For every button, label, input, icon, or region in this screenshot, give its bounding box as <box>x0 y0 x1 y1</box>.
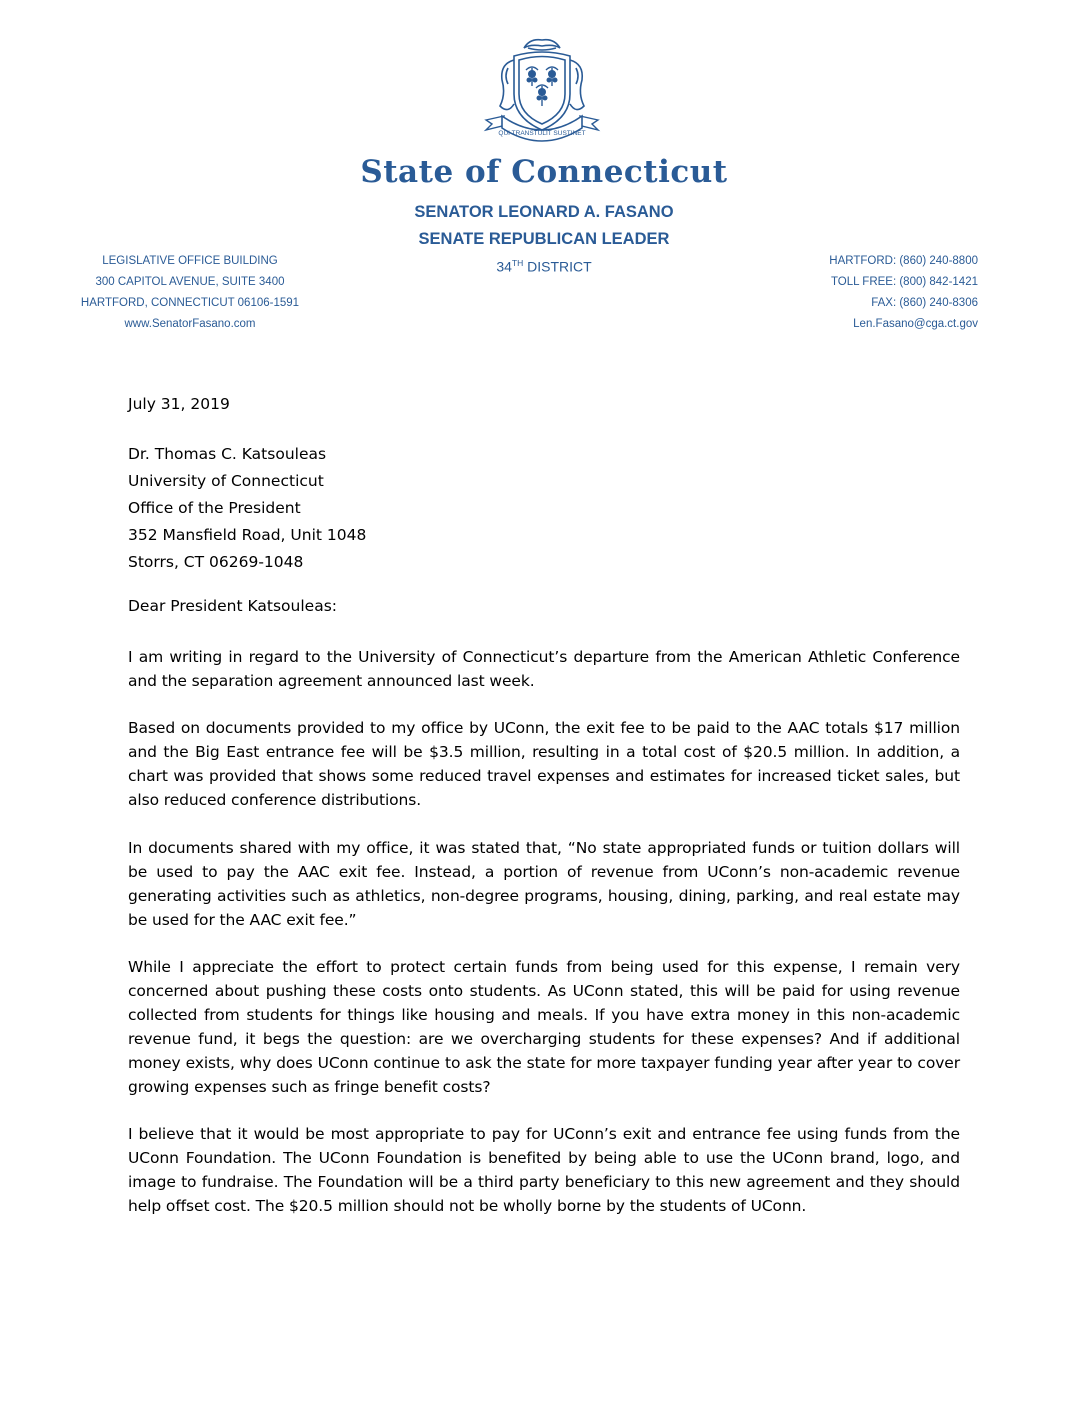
body-paragraph-1: I am writing in regard to the University of Connecticut’s departure from the American Athletic Conference and the separation agreement announced last week. <box>128 648 960 690</box>
email-link[interactable]: Len.Fasano@cga.ct.gov <box>853 318 978 330</box>
website-link[interactable]: www.SenatorFasano.com <box>124 318 256 330</box>
toll-free-phone: TOLL FREE: (800) 842-1421 <box>830 276 978 288</box>
district-number: 34 <box>496 258 512 275</box>
body-paragraph-3: In documents shared with my office, it was stated that, “No state appropriated funds or tuition dollars will be used to pay the AAC exit fee. Instead, a portion of revenue from UConn’s non-academic revenue generating activities such as athletics, non-degree programs, housing, dining, parking, and real estate may be used for the AAC exit fee.” <box>128 839 960 929</box>
seal-motto-text: QUI TRANSTULIT SUSTINET <box>498 130 586 137</box>
contact-block <box>770 251 978 335</box>
body-paragraph-5: I believe that it would be most appropriate to pay for UConn’s exit and entrance fee using funds from the UConn Foundation. The UConn Foundation is benefited by being able to use the UConn brand, logo, and image to fundraise. The Foundation will be a third party beneficiary to this new agreement and they should help offset cost. The $20.5 million should not be wholly borne by the students of UConn. <box>128 1125 960 1215</box>
senator-name: SENATOR LEONARD A. FASANO <box>414 203 674 221</box>
senator-title: SENATE REPUBLICAN LEADER <box>418 230 670 248</box>
letter-date: July 31, 2019 <box>128 395 230 413</box>
recipient-city: Storrs, CT 06269-1048 <box>128 553 304 571</box>
recipient-name: Dr. Thomas C. Katsouleas <box>128 445 327 463</box>
hartford-phone: HARTFORD: (860) 240-8800 <box>829 255 978 267</box>
district-suffix: TH <box>511 258 524 268</box>
recipient-address <box>128 441 960 576</box>
office-building: LEGISLATIVE OFFICE BUILDING <box>102 255 278 267</box>
state-title: State of Connecticut <box>360 154 728 190</box>
salutation: Dear President Katsouleas: <box>128 597 337 615</box>
connecticut-state-seal <box>478 34 606 152</box>
fax-number: FAX: (860) 240-8306 <box>871 297 978 309</box>
office-city: HARTFORD, CONNECTICUT 06106-1591 <box>80 297 300 309</box>
recipient-office: Office of the President <box>128 499 301 517</box>
body-paragraph-4: While I appreciate the effort to protect certain funds from being used for this expense, I remain very concerned about pushing these costs onto students. As UConn stated, this will be paid for using revenue collected from students for things like housing and meals. If you have extra money in this non-academic revenue fund, it begs the question: are we overcharging students for these expenses? And if additional money exists, why does UConn continue to ask the state for more taxpayer funding year after year to cover growing expenses such as fringe benefit costs? <box>128 958 960 1096</box>
body-paragraph-2: Based on documents provided to my office by UConn, the exit fee to be paid to the AAC totals $17 million and the Big East entrance fee will be $3.5 million, resulting in a total cost of $20.5 million. In addition, a chart was provided that shows some reduced travel expenses and estimates for increased ticket sales, but also reduced conference distributions. <box>128 719 960 809</box>
office-address-block <box>70 251 310 335</box>
recipient-institution: University of Connecticut <box>128 472 324 490</box>
office-street: 300 CAPITOL AVENUE, SUITE 3400 <box>95 276 285 288</box>
district-word: DISTRICT <box>527 258 592 275</box>
recipient-street: 352 Mansfield Road, Unit 1048 <box>128 526 367 544</box>
